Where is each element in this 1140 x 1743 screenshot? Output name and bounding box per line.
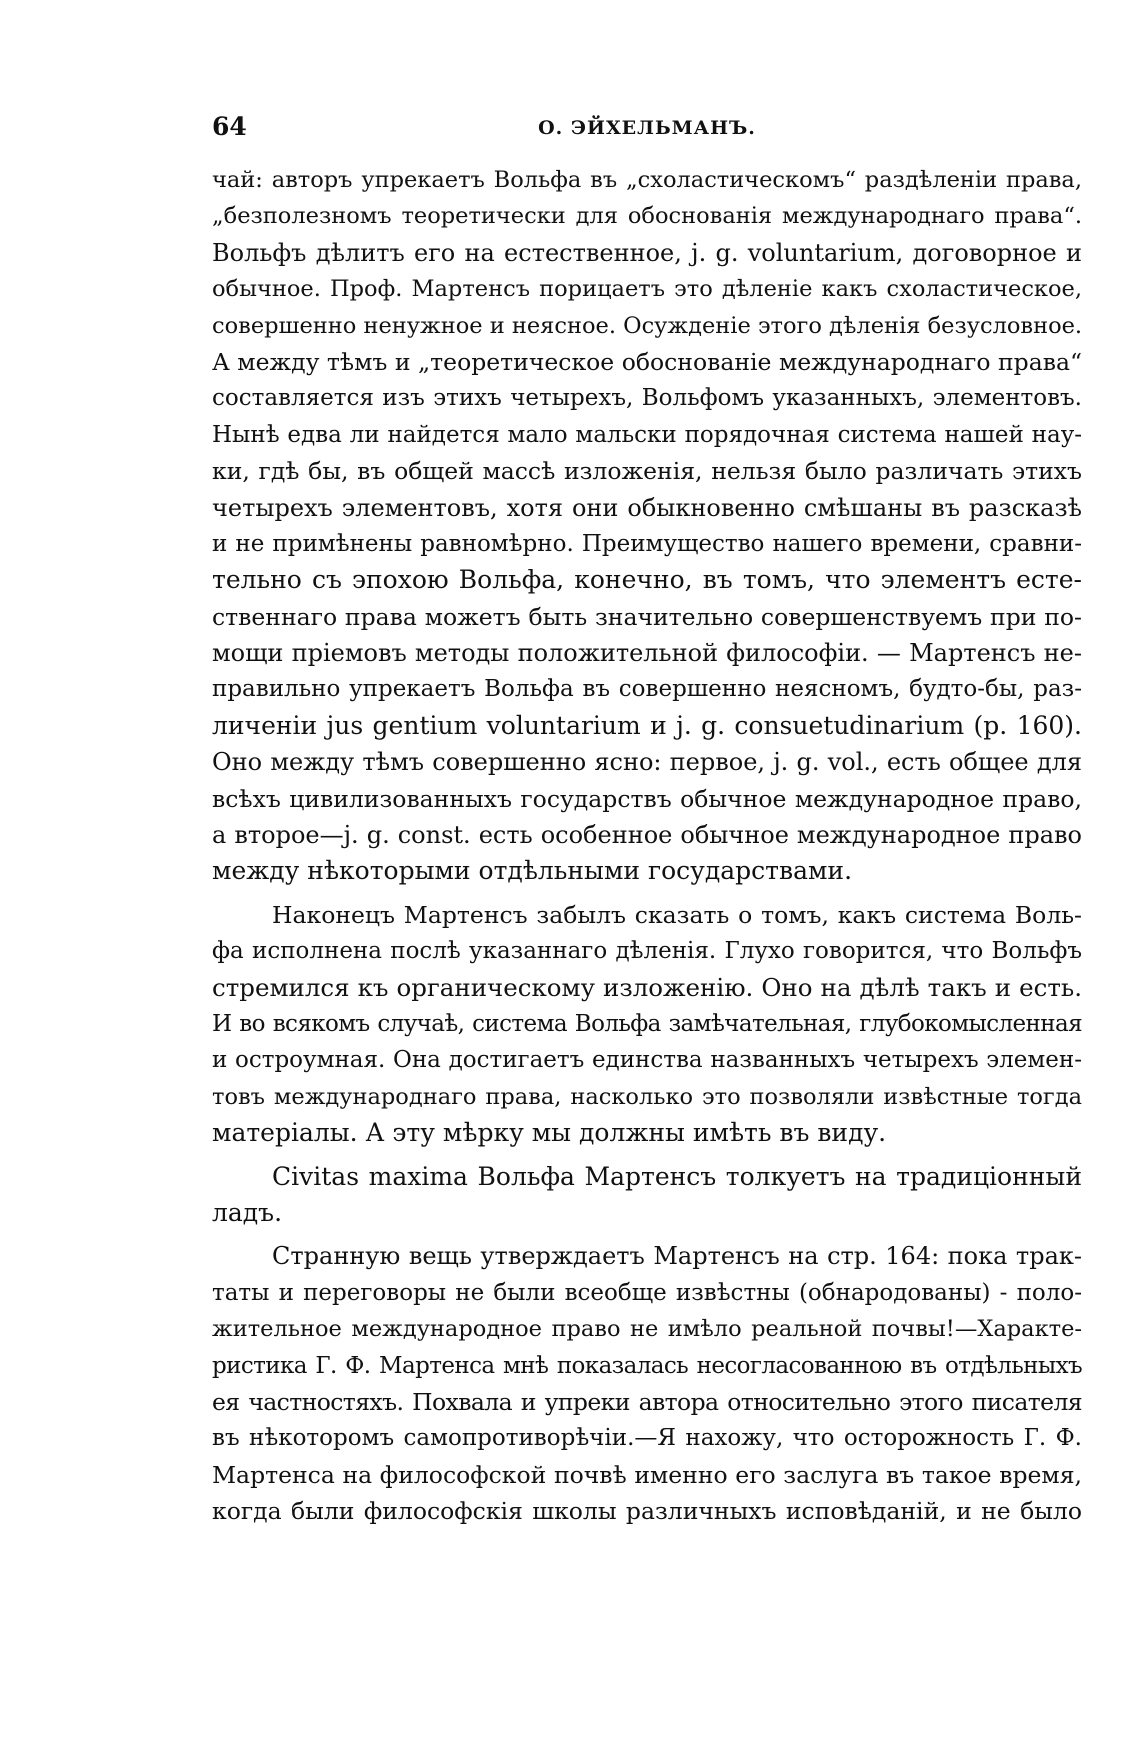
- text-line: четырехъ элементовъ, хотя они обыкновенно смѣшаны въ разсказѣ: [212, 493, 1082, 522]
- running-head: О. ЭЙХЕЛЬМАНЪ.: [538, 117, 756, 139]
- text-line: мощи пріемовъ методы положительной философіи. — Мартенсъ не-: [212, 639, 1082, 668]
- text-line: совершенно ненужное и неясное. Осужденіе этого дѣленія безусловное.: [212, 312, 1082, 339]
- text-line: личеніи jus gentium voluntarium и j. g. consuetudinarium (р. 160).: [212, 710, 1082, 740]
- paragraph: [212, 162, 1082, 890]
- text-line: составляется изъ этихъ четырехъ, Вольфомъ указанныхъ, элементовъ.: [212, 385, 1082, 412]
- text-line: Civitas maxima Вольфа Мартенсъ толкуетъ на традиціонный: [272, 1161, 1082, 1191]
- text-line: таты и переговоры не были всеобще извѣстны (обнародованы) - поло-: [212, 1279, 1082, 1306]
- text-line: ки, гдѣ бы, въ общей массѣ изложенія, нельзя было различать этихъ: [212, 457, 1082, 486]
- text-line: между нѣкоторыми отдѣльными государствами.: [212, 856, 853, 886]
- text-line: И во всякомъ случаѣ, система Вольфа замѣчательная, глубокомысленная: [212, 1010, 1082, 1037]
- text-line: жительное международное право не имѣло реальной почвы!—Характе-: [212, 1316, 1082, 1343]
- text-line: всѣхъ цивилизованныхъ государствъ обычное международное право,: [212, 784, 1082, 813]
- text-line: товъ международнаго права, насколько это позволяли извѣстные тогда: [212, 1083, 1082, 1110]
- paragraph: [212, 1159, 1082, 1232]
- page-header: [212, 112, 1082, 152]
- text-line: „безполезномъ теоретически для обоснованія международнаго права“.: [212, 203, 1082, 230]
- text-line: А между тѣмъ и „теоретическое обоснованіе международнаго права“: [212, 347, 1082, 376]
- text-line: матеріалы. А эту мѣрку мы должны имѣть въ виду.: [212, 1118, 887, 1148]
- text-line: ладъ.: [212, 1197, 283, 1227]
- page-number: 64: [212, 112, 247, 141]
- text-line: Мартенса на философской почвѣ именно его заслуга въ такое время,: [212, 1460, 1082, 1489]
- text-line: тельно съ эпохою Вольфа, конечно, въ томъ, что элементъ есте-: [212, 565, 1082, 595]
- text-line: и не примѣнены равномѣрно. Преимущество нашего времени, сравни-: [212, 530, 1082, 557]
- text-line: ственнаго права можетъ быть значительно совершенствуемъ при по-: [212, 602, 1082, 631]
- text-line: правильно упрекаетъ Вольфа въ совершенно неясномъ, будто-бы, раз-: [212, 676, 1082, 703]
- paragraph: [212, 897, 1082, 1152]
- text-line: въ нѣкоторомъ самопротиворѣчіи.—Я нахожу, что осторожность Г. Ф.: [212, 1425, 1082, 1452]
- text-line: ея частностяхъ. Похвала и упреки автора относительно этого писателя: [212, 1387, 1082, 1416]
- text-line: Наконецъ Мартенсъ забылъ сказать о томъ, какъ система Воль-: [272, 900, 1082, 929]
- paragraph: [212, 1238, 1082, 1529]
- text-line: когда были философскія школы различныхъ исповѣданій, и не было: [212, 1497, 1082, 1526]
- text-line: и остроумная. Она достигаетъ единства названныхъ четырехъ элемен-: [212, 1047, 1082, 1074]
- text-line: а второе—j. g. const. есть особенное обычное международное право: [212, 821, 1082, 850]
- text-line: стремился къ органическому изложенію. Оно на дѣлѣ такъ и есть.: [212, 972, 1082, 1002]
- text-line: фа исполнена послѣ указаннаго дѣленія. Глухо говорится, что Вольфъ: [212, 938, 1082, 965]
- text-line: ристика Г. Ф. Мартенса мнѣ показалась несогласованною въ отдѣльныхъ: [212, 1352, 1082, 1379]
- text-line: Странную вещь утверждаетъ Мартенсъ на стр. 164: пока трак-: [272, 1242, 1082, 1271]
- text-line: Вольфъ дѣлитъ его на естественное, j. g. voluntarium, договорное и: [212, 238, 1082, 267]
- body-text: [212, 162, 1082, 1529]
- text-line: Оно между тѣмъ совершенно ясно: первое, j. g. vol., есть общее для: [212, 748, 1082, 777]
- text-line: обычное. Проф. Мартенсъ порицаетъ это дѣленіе какъ схоластическое,: [212, 276, 1082, 303]
- text-line: Нынѣ едва ли найдется мало мальски порядочная система нашей нау-: [212, 421, 1082, 448]
- text-line: чай: авторъ упрекаетъ Вольфа въ „схоластическомъ“ раздѣленіи права,: [212, 167, 1082, 193]
